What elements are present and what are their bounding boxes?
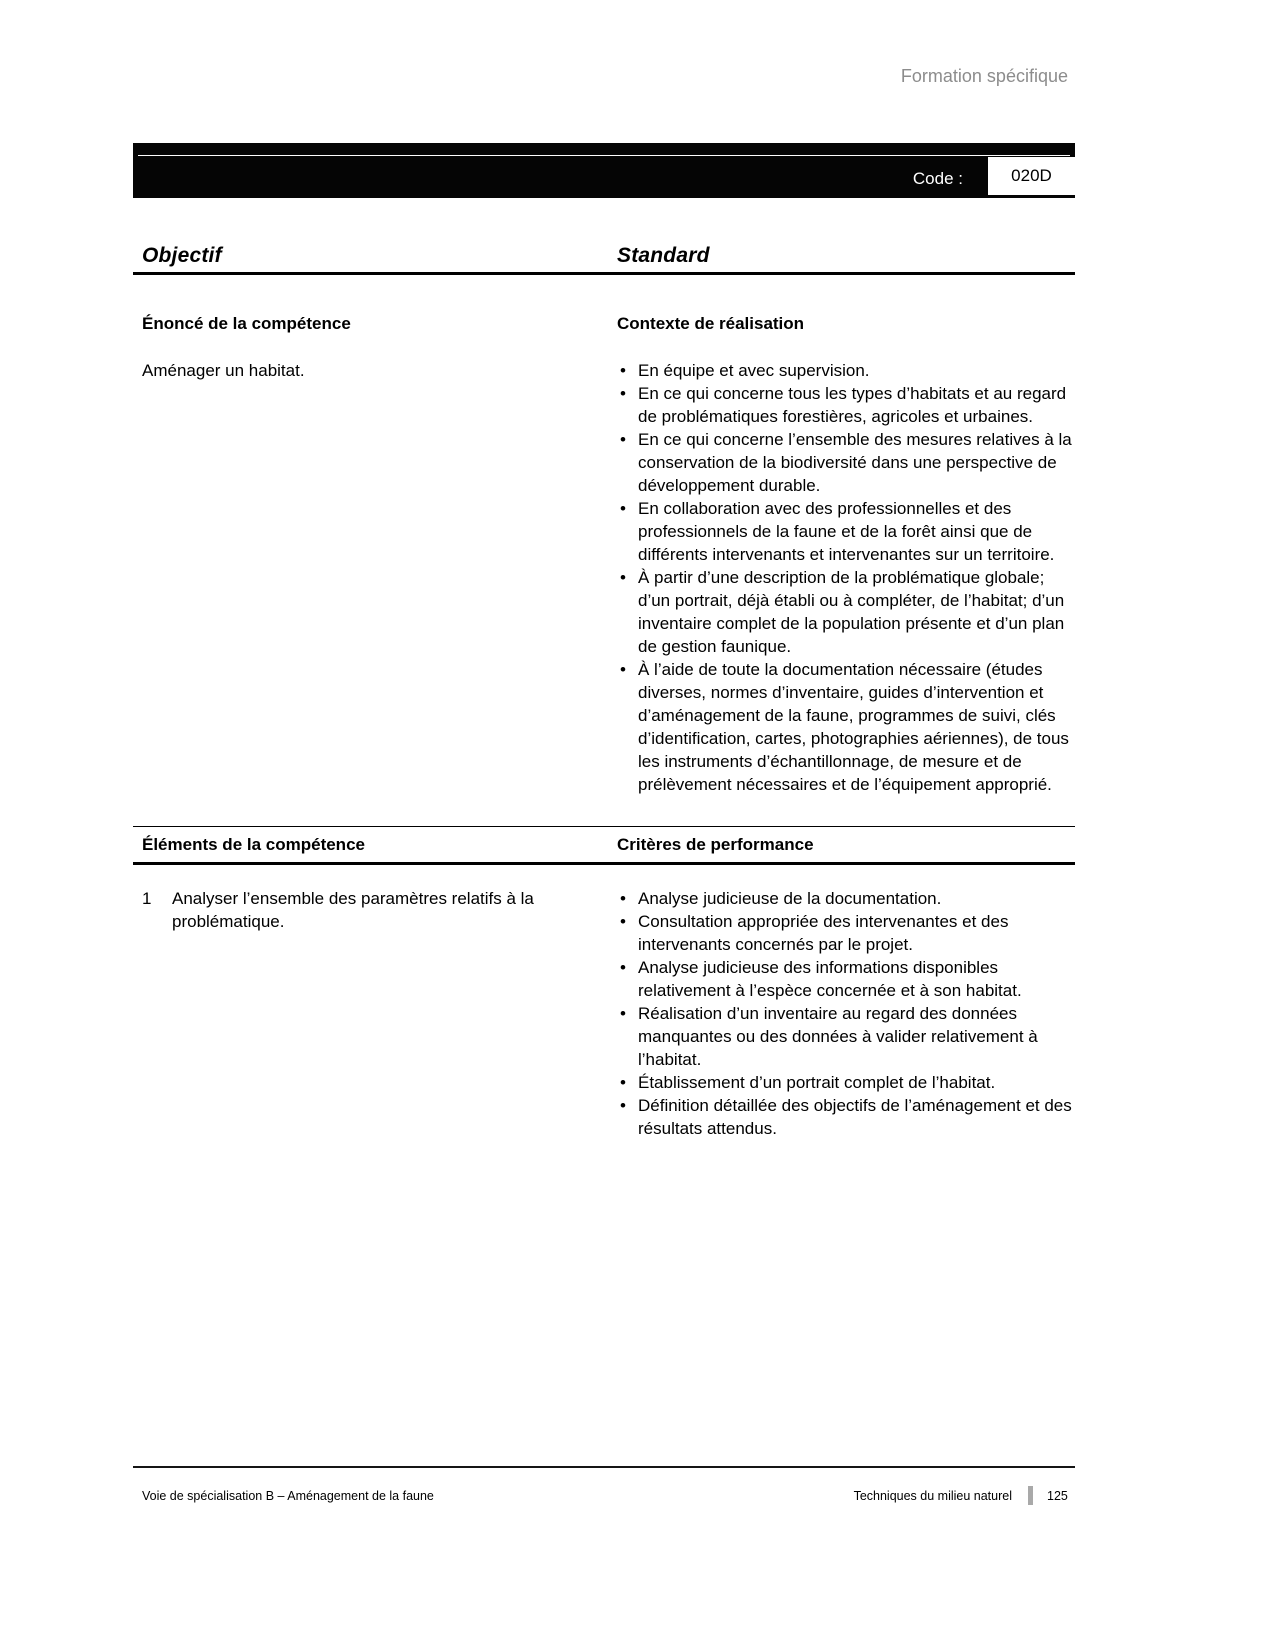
footer-right-group xyxy=(854,1486,1075,1505)
column-headers-row xyxy=(133,240,1075,272)
bullet-item: • Définition détaillée des objectifs de l’aménagement et des résultats attendus. xyxy=(617,1094,1075,1140)
element-item-1 xyxy=(142,887,587,933)
bullet-item: • À l’aide de toute la documentation nécessaire (études diverses, normes d’inventaire, guides d’intervention et d’aménagement de la faune, programmes de suivi, clés d’identification, cartes, photographies aériennes), de tous les instruments d’échantillonnage, de mesure et de prélèvement nécessaires et de l’équipement approprié. xyxy=(617,658,1075,796)
footer-separator-bar xyxy=(1028,1486,1033,1505)
bullet-item: • Établissement d’un portrait complet de l’habitat. xyxy=(617,1071,1075,1094)
element-number: 1 xyxy=(142,889,152,908)
bullet-item: • À partir d’une description de la problématique globale; d’un portrait, déjà établi ou à compléter, de l’habitat; d’un inventaire complet de la population présente et d’un plan de gestion faunique. xyxy=(617,566,1075,658)
bullet-item: • En collaboration avec des professionnelles et des professionnels de la faune et de la forêt ainsi que de différents intervenants et intervenantes sur un territoire. xyxy=(617,497,1075,566)
section-competence xyxy=(133,313,1075,796)
bullet-item: • En ce qui concerne l’ensemble des mesures relatives à la conservation de la biodiversité dans une perspective de développement durable. xyxy=(617,428,1075,497)
footer-right-text: Techniques du milieu naturel xyxy=(853,1488,1012,1503)
element-text: Analyser l’ensemble des paramètres relatifs à la problématique. xyxy=(172,889,534,931)
standard-header: Standard xyxy=(617,244,710,267)
code-label: Code : xyxy=(912,169,963,188)
enonce-title: Énoncé de la compétence xyxy=(142,314,351,333)
code-bar xyxy=(133,143,1075,198)
content-area xyxy=(133,240,1075,1140)
bullet-item: • En ce qui concerne tous les types d’habitats et au regard de problématiques forestières, agricoles et urbaines. xyxy=(617,382,1075,428)
criteres-title: Critères de performance xyxy=(617,835,814,854)
code-bar-rule xyxy=(138,155,1070,156)
bullet-item: • Analyse judicieuse des informations disponibles relativement à l’espèce concernée et à son habitat. xyxy=(617,956,1075,1002)
page-footer xyxy=(133,1466,1075,1505)
header-rule xyxy=(133,272,1075,275)
elements-title: Éléments de la compétence xyxy=(142,835,365,854)
objectif-header: Objectif xyxy=(142,244,222,267)
enonce-body: Aménager un habitat. xyxy=(142,361,305,380)
contexte-title: Contexte de réalisation xyxy=(617,314,805,333)
footer-left-text: Voie de spécialisation B – Aménagement de la faune xyxy=(142,1488,434,1503)
bullet-item: • Consultation appropriée des intervenantes et des intervenants concernés par le projet. xyxy=(617,910,1075,956)
bullet-item: • Analyse judicieuse de la documentation. xyxy=(617,887,1075,910)
section2-band xyxy=(133,826,1075,865)
section-elements xyxy=(133,887,1075,1140)
bullet-item: • Réalisation d’un inventaire au regard des données manquantes ou des données à valider relativement à l’habitat. xyxy=(617,1002,1075,1071)
code-value: 020D xyxy=(988,157,1075,195)
section2-rule-bottom xyxy=(133,862,1075,865)
section2-headers-row xyxy=(133,827,1075,862)
contexte-bullet-list xyxy=(617,359,1075,796)
running-header: Formation spécifique xyxy=(900,66,1068,86)
bullet-item: • En équipe et avec supervision. xyxy=(617,359,1075,382)
criteres-bullet-list xyxy=(617,887,1075,1140)
page-number: 125 xyxy=(1047,1488,1068,1503)
